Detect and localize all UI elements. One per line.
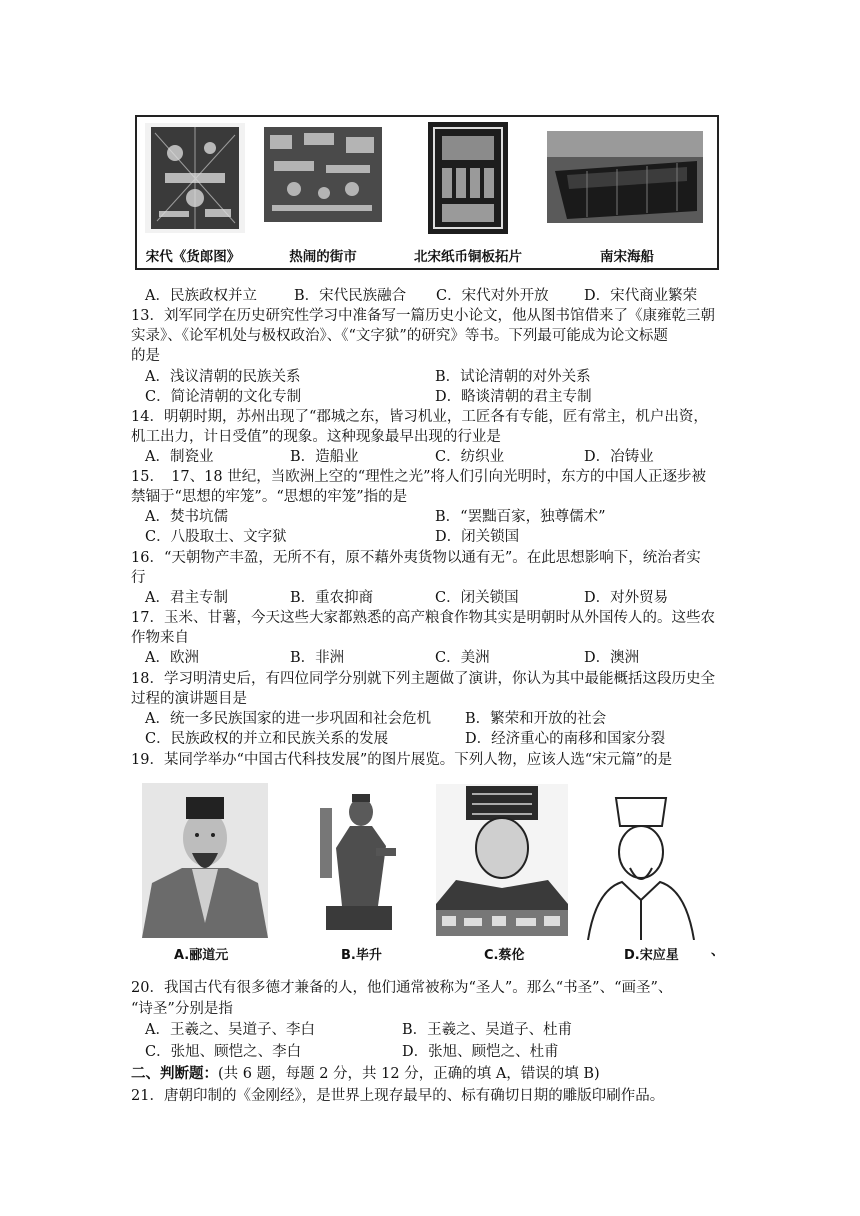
q16-stem-line2: 行 — [131, 570, 146, 586]
q18-stem-line1: 18．学习明清史后，有四位同学分别就下列主题做了演讲，你认为其中最能概括这段历史全 — [131, 671, 715, 687]
ship-caption: 南宋海船 — [600, 249, 654, 265]
q15-stem-line1: 15． 17、18 世纪，当欧洲上空的“理性之光”将人们引向光明时，东方的中国人正逐步被 — [131, 469, 707, 485]
q17-stem-line1: 17．玉米、甘薯，今天这些大家都熟悉的高产粮食作物其实是明朝时从外国传人的。这些农 — [131, 610, 715, 626]
q15-option-d: D．闭关锁国 — [435, 529, 520, 545]
q14-option-a: A．制瓷业 — [145, 449, 214, 465]
bi-sheng-statue — [312, 788, 404, 933]
q18-option-a: A．统一多民族国家的进一步巩固和社会危机 — [145, 711, 431, 727]
song-paper-money-rubbing-image — [428, 122, 508, 234]
li-daoyuan-portrait — [142, 783, 268, 938]
q15-option-a: A．焚书坑儒 — [145, 509, 228, 525]
q17-option-c: C．美洲 — [435, 650, 490, 666]
q20-option-c: C．张旭、顾恺之、李白 — [145, 1044, 302, 1060]
q19-stem: 19．某同学举办“中国古代科技发展”的图片展览。下列人物，应该人选“宋元篇”的是 — [131, 752, 673, 768]
q13-stem-line2: 实录》、《论军机处与极权政治》、《“文字狱”的研究》等书。下列最可能成为论文标题 — [131, 328, 668, 344]
q17-option-b: B．非洲 — [290, 650, 345, 666]
q16-option-d: D．对外贸易 — [584, 590, 669, 606]
q13-option-a: A．浅议清朝的民族关系 — [145, 369, 301, 385]
q17-option-d: D．澳洲 — [584, 650, 640, 666]
q16-option-b: B．重农抑商 — [290, 590, 374, 606]
q13-stem-line1: 13．刘军同学在历史研究性学习中准备写一篇历史小论文，他从图书馆借来了《康雍乾三朝 — [131, 308, 715, 324]
q20-option-d: D．张旭、顾恺之、杜甫 — [402, 1044, 559, 1060]
q13-stem-line3: 的是 — [131, 348, 160, 364]
q19-caption-c: C.蔡伦 — [484, 948, 525, 963]
q18-option-b: B．繁荣和开放的社会 — [465, 711, 607, 727]
busy-street-caption: 热闹的街市 — [289, 249, 357, 265]
cai-lun-portrait — [436, 784, 568, 936]
busy-street-image — [264, 127, 382, 222]
q19-stray-mark: 、 — [711, 944, 725, 959]
section2-heading: 二、判断题： — [131, 1065, 218, 1082]
q12-option-d: D．宋代商业繁荣 — [584, 288, 698, 304]
q18-stem-line2: 过程的演讲题目是 — [131, 691, 247, 707]
q19-caption-a: A.郦道元 — [174, 948, 229, 963]
q20-option-a: A．王羲之、吴道子、李白 — [145, 1022, 315, 1038]
q19-caption-d: D.宋应星 — [624, 948, 679, 963]
q12-option-c: C．宋代对外开放 — [436, 288, 549, 304]
q19-caption-b: B.毕升 — [341, 948, 382, 963]
q14-option-c: C．纺织业 — [435, 449, 505, 465]
q16-option-c: C．闭关锁国 — [435, 590, 519, 606]
huolang-painting-caption: 宋代《货郎图》 — [145, 249, 241, 265]
q14-stem-line1: 14．明朝时期，苏州出现了“郡城之东，皆习机业，工匠各有专能，匠有常主，机户出资， — [131, 409, 708, 425]
q15-stem-line2: 禁锢于“思想的牢笼”。“思想的牢笼”指的是 — [131, 489, 408, 505]
q18-option-d: D．经济重心的南移和国家分裂 — [465, 731, 666, 747]
q17-option-a: A．欧洲 — [145, 650, 199, 666]
q20-stem-line2: “诗圣”分别是指 — [131, 1001, 233, 1017]
q20-stem-line1: 20．我国古代有很多德才兼备的人，他们通常被称为“圣人”。那么“书圣”、“画圣”、 — [131, 980, 673, 996]
q21-stem: 21．唐朝印制的《金刚经》，是世界上现存最早的、标有确切日期的雕版印刷作品。 — [131, 1088, 665, 1104]
q13-option-c: C．简论清朝的文化专制 — [145, 389, 302, 405]
q13-option-d: D．略谈清朝的君主专制 — [435, 389, 592, 405]
q16-option-a: A．君主专制 — [145, 590, 228, 606]
q17-stem-line2: 作物来自 — [131, 630, 189, 646]
section2-rule: (共 6 题，每题 2 分，共 12 分，正确的填 A，错误的填 B) — [218, 1066, 600, 1082]
huolang-painting-image — [145, 123, 245, 233]
q12-figure-strip — [135, 115, 719, 270]
q15-option-c: C．八股取士、文字狱 — [145, 529, 287, 545]
q18-option-c: C．民族政权的并立和民族关系的发展 — [145, 731, 389, 747]
paper-money-caption: 北宋纸币铜板拓片 — [414, 249, 522, 265]
q12-option-a: A．民族政权并立 — [145, 288, 257, 304]
southern-song-ship-image — [547, 131, 703, 223]
q15-option-b: B．“罢黜百家，独尊儒术” — [435, 509, 606, 525]
q14-option-d: D．冶铸业 — [584, 449, 654, 465]
q14-stem-line2: 机工出力，计日受值”的现象。这种现象最早出现的行业是 — [131, 429, 501, 445]
song-yingxing-portrait — [582, 790, 700, 940]
section2-line — [131, 1064, 600, 1084]
q13-option-b: B．试论清朝的对外关系 — [435, 369, 591, 385]
q12-option-b: B．宋代民族融合 — [294, 288, 407, 304]
q20-option-b: B．王羲之、吴道子、杜甫 — [402, 1022, 573, 1038]
q16-stem-line1: 16．“天朝物产丰盈，无所不有，原不藉外夷货物以通有无”。在此思想影响下，统治者实 — [131, 550, 701, 566]
q14-option-b: B．造船业 — [290, 449, 359, 465]
